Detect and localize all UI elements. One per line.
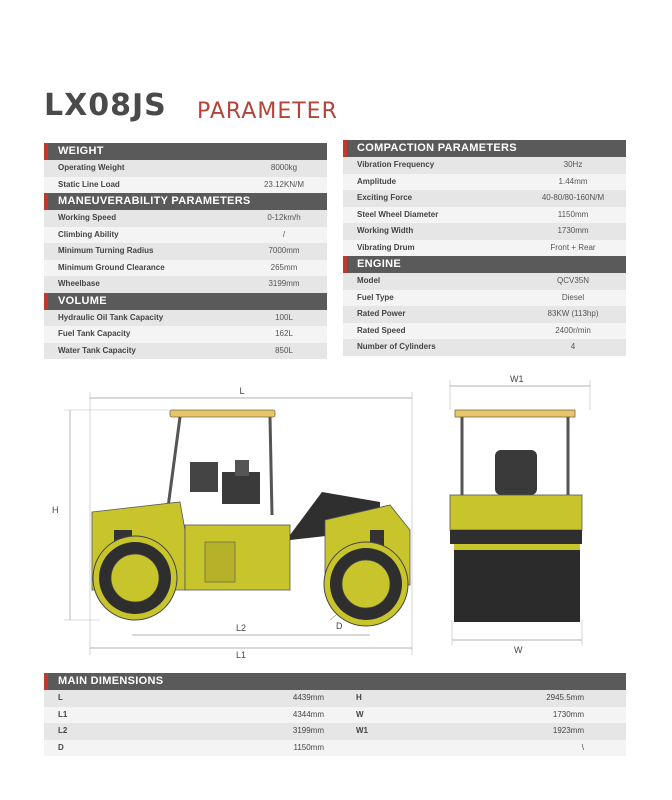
- parameter-value: 40-80/80-160N/M: [541, 193, 605, 202]
- parameter-value: 4: [570, 342, 576, 351]
- parameter-label: Exciting Force: [357, 193, 413, 202]
- dimension-value: 3199mm: [292, 726, 324, 735]
- main-dimensions-table: [44, 673, 626, 756]
- label-L2: L2: [236, 623, 247, 633]
- dimension-label: L2: [58, 726, 68, 735]
- parameter-label: Water Tank Capacity: [58, 345, 136, 355]
- parameter-label: Vibration Frequency: [357, 160, 435, 169]
- parameter-value: Diesel: [561, 292, 585, 302]
- main-dimensions-header: MAIN DIMENSIONS: [44, 673, 626, 690]
- parameter-row: [343, 273, 626, 290]
- parameter-row: [44, 210, 327, 227]
- parameter-label: Fuel Type: [357, 292, 394, 302]
- parameter-row: [343, 157, 626, 174]
- dimension-label: D: [58, 742, 64, 752]
- parameter-label: Hydraulic Oil Tank Capacity: [58, 312, 164, 322]
- parameter-row: [343, 323, 626, 340]
- label-W1: W1: [510, 374, 524, 384]
- parameter-value: 30Hz: [563, 160, 583, 169]
- parameter-value: 23.12KN/M: [263, 179, 305, 189]
- parameter-value: 2400r/min: [555, 325, 591, 335]
- parameter-row: [343, 207, 626, 224]
- section-header: COMPACTION PARAMETERS: [343, 140, 626, 157]
- parameter-row: [343, 290, 626, 307]
- parameter-label: Static Line Load: [58, 179, 120, 189]
- parameter-label: Fuel Tank Capacity: [58, 329, 131, 338]
- front-canopy-roof: [455, 410, 575, 417]
- parameter-row: [44, 260, 327, 277]
- parameter-value: 100L: [275, 312, 293, 322]
- label-D: D: [336, 621, 343, 631]
- parameter-value: Front + Rear: [550, 242, 596, 252]
- parameter-label: Model: [357, 276, 381, 285]
- parameter-row: [44, 276, 327, 293]
- front-drum-face: [454, 544, 580, 622]
- center-frame: [185, 525, 290, 590]
- parameter-value: 850L: [275, 345, 293, 355]
- parameter-row: [44, 326, 327, 343]
- parameter-row: [44, 243, 327, 260]
- parameter-row: [44, 177, 327, 194]
- parameter-label: Climbing Ability: [58, 229, 119, 239]
- dimension-value: 4439mm: [292, 693, 324, 702]
- parameter-row: [343, 339, 626, 356]
- parameter-value: 7000mm: [268, 246, 300, 255]
- parameter-label: Minimum Turning Radius: [58, 246, 154, 255]
- dimension-label: L: [58, 693, 63, 702]
- right-parameter-table: [343, 140, 626, 356]
- section-header: ENGINE: [343, 256, 626, 273]
- parameter-row: [343, 240, 626, 257]
- parameter-value: 162L: [275, 329, 293, 338]
- label-L1: L1: [236, 650, 247, 660]
- product-subtitle: PARAMETER: [197, 99, 338, 124]
- parameter-row: [343, 223, 626, 240]
- parameter-label: Number of Cylinders: [357, 342, 436, 351]
- dimension-value: 1923mm: [552, 726, 584, 735]
- dimension-label: H: [356, 693, 362, 702]
- roller-side-view-diagram: [40, 380, 430, 665]
- dimension-row: [44, 690, 626, 707]
- parameter-row: [44, 227, 327, 244]
- parameter-value: 1730mm: [557, 226, 589, 235]
- parameter-row: [44, 310, 327, 327]
- dimension-row: [44, 723, 626, 740]
- dimension-value: \: [581, 742, 584, 752]
- parameter-label: Rated Speed: [357, 325, 406, 335]
- parameter-label: Vibrating Drum: [357, 242, 415, 252]
- product-title: LX08JS: [44, 88, 167, 123]
- left-parameter-table: [44, 143, 327, 359]
- parameter-label: Operating Weight: [58, 163, 125, 172]
- parameter-value: 1150mm: [557, 209, 589, 219]
- dimension-value: 2945.5mm: [546, 693, 584, 702]
- parameter-row: [44, 160, 327, 177]
- parameter-label: Amplitude: [357, 176, 397, 186]
- parameter-value: 3199mm: [268, 279, 300, 288]
- parameter-row: [343, 174, 626, 191]
- parameter-row: [44, 343, 327, 360]
- dimension-label: W: [356, 709, 364, 719]
- parameter-label: Rated Power: [357, 309, 406, 318]
- parameter-value: 265mm: [270, 262, 298, 272]
- parameter-label: Working Speed: [58, 213, 117, 222]
- parameter-row: [343, 190, 626, 207]
- dimension-label: W1: [356, 726, 368, 735]
- front-body: [450, 495, 582, 530]
- parameter-label: Wheelbase: [58, 279, 100, 288]
- label-H: H: [52, 505, 59, 515]
- parameter-row: [343, 306, 626, 323]
- parameter-value: 8000kg: [270, 163, 298, 172]
- parameter-label: Minimum Ground Clearance: [58, 262, 165, 272]
- section-header: WEIGHT: [44, 143, 327, 160]
- dimension-row: [44, 707, 626, 724]
- parameter-value: 0-12km/h: [267, 213, 301, 222]
- parameter-value: QCV35N: [556, 276, 589, 285]
- parameter-value: 1.44mm: [558, 176, 588, 186]
- canopy-roof: [170, 410, 275, 417]
- label-L: L: [239, 386, 245, 396]
- section-header: VOLUME: [44, 293, 327, 310]
- roller-front-view-diagram: [440, 370, 600, 660]
- parameter-label: Steel Wheel Diameter: [357, 209, 439, 219]
- dimension-value: 1730mm: [552, 709, 584, 719]
- dimension-label: L1: [58, 709, 68, 719]
- dimension-value: 4344mm: [292, 709, 324, 719]
- label-W: W: [514, 645, 523, 655]
- section-header: MANEUVERABILITY PARAMETERS: [44, 193, 327, 210]
- parameter-label: Working Width: [357, 226, 414, 235]
- dimension-value: 1150mm: [293, 742, 324, 752]
- parameter-value: /: [282, 229, 286, 239]
- dimension-row: [44, 740, 626, 757]
- parameter-value: 83KW (113hp): [547, 309, 599, 318]
